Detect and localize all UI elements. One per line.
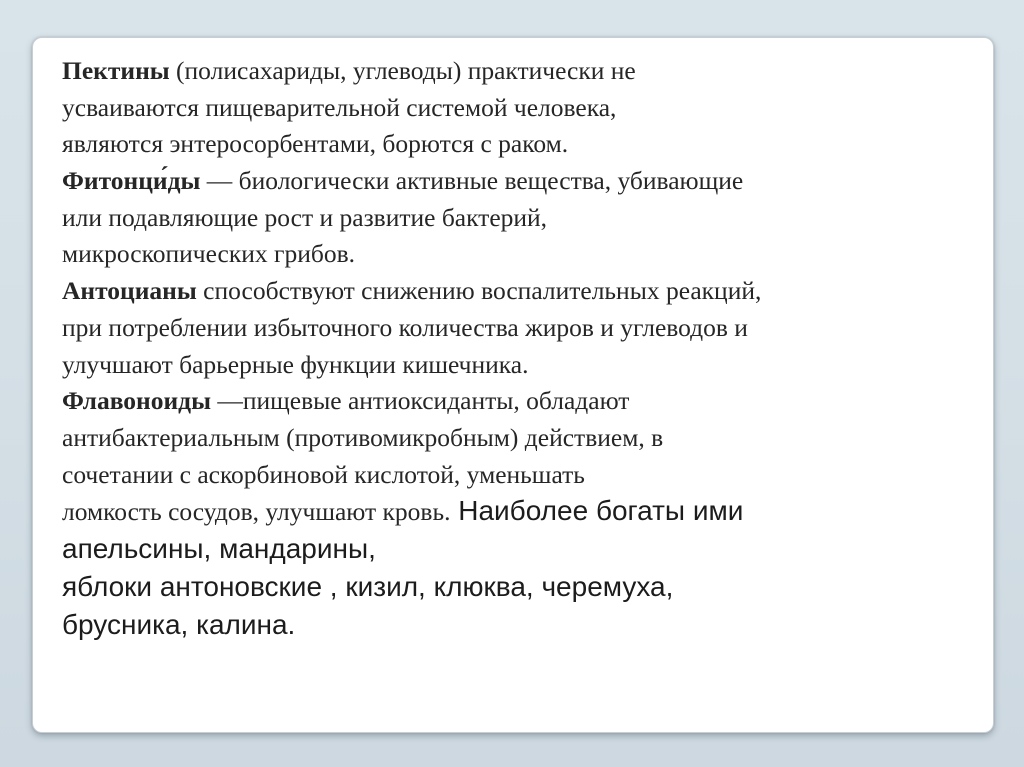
text-line [62,53,962,90]
text-line [62,383,962,420]
text-line [62,420,962,457]
line-text: сочетании с аскорбиновой кислотой, уменьшать [62,459,585,489]
line-text: усваиваются пищеварительной системой человека, [62,92,617,122]
term-phytoncides: Фитонци́ды [62,166,201,196]
text-line [62,493,962,530]
text-line [62,606,962,644]
text-line [62,273,962,310]
line-text: — биологически активные вещества, убивающие [200,166,744,196]
text-line [62,530,962,568]
term-pectins: Пектины [62,56,170,85]
line-text: брусника, калина. [62,608,296,640]
term-anthocyanins: Антоцианы [62,276,197,306]
text-line [62,90,962,127]
term-flavonoids: Флавоноиды [62,386,211,416]
line-text: —пищевые антиоксиданты, обладают [210,386,630,416]
line-text: или подавляющие рост и развитие бактерий, [62,202,548,232]
text-line [62,568,962,606]
line-text: микроскопических грибов. [62,239,356,269]
line-text: ломкость сосудов, улучшают кровь. [62,497,451,527]
line-text: при потреблении избыточного количества жиров и углеводов и [62,312,748,342]
text-line [62,200,962,237]
text-line [62,310,962,347]
text-line [62,347,962,384]
slide-text-block [62,53,962,644]
line-text-sans: Наиболее богаты ими [450,495,744,527]
line-text: являются энтеросорбентами, борются с раком. [62,129,569,159]
text-line [62,236,962,273]
line-text: (полисахариды, углеводы) практически не [169,56,636,85]
text-line [62,126,962,163]
text-line [62,457,962,494]
line-text: антибактериальным (противомикробным) действием, в [62,422,664,452]
line-text: улучшают барьерные функции кишечника. [62,349,529,379]
text-line [62,163,962,200]
line-text: яблоки антоновские , кизил, клюква, черемуха, [62,570,674,602]
line-text: апельсины, мандарины, [62,532,376,564]
line-text: способствуют снижению воспалительных реакций, [196,276,762,306]
